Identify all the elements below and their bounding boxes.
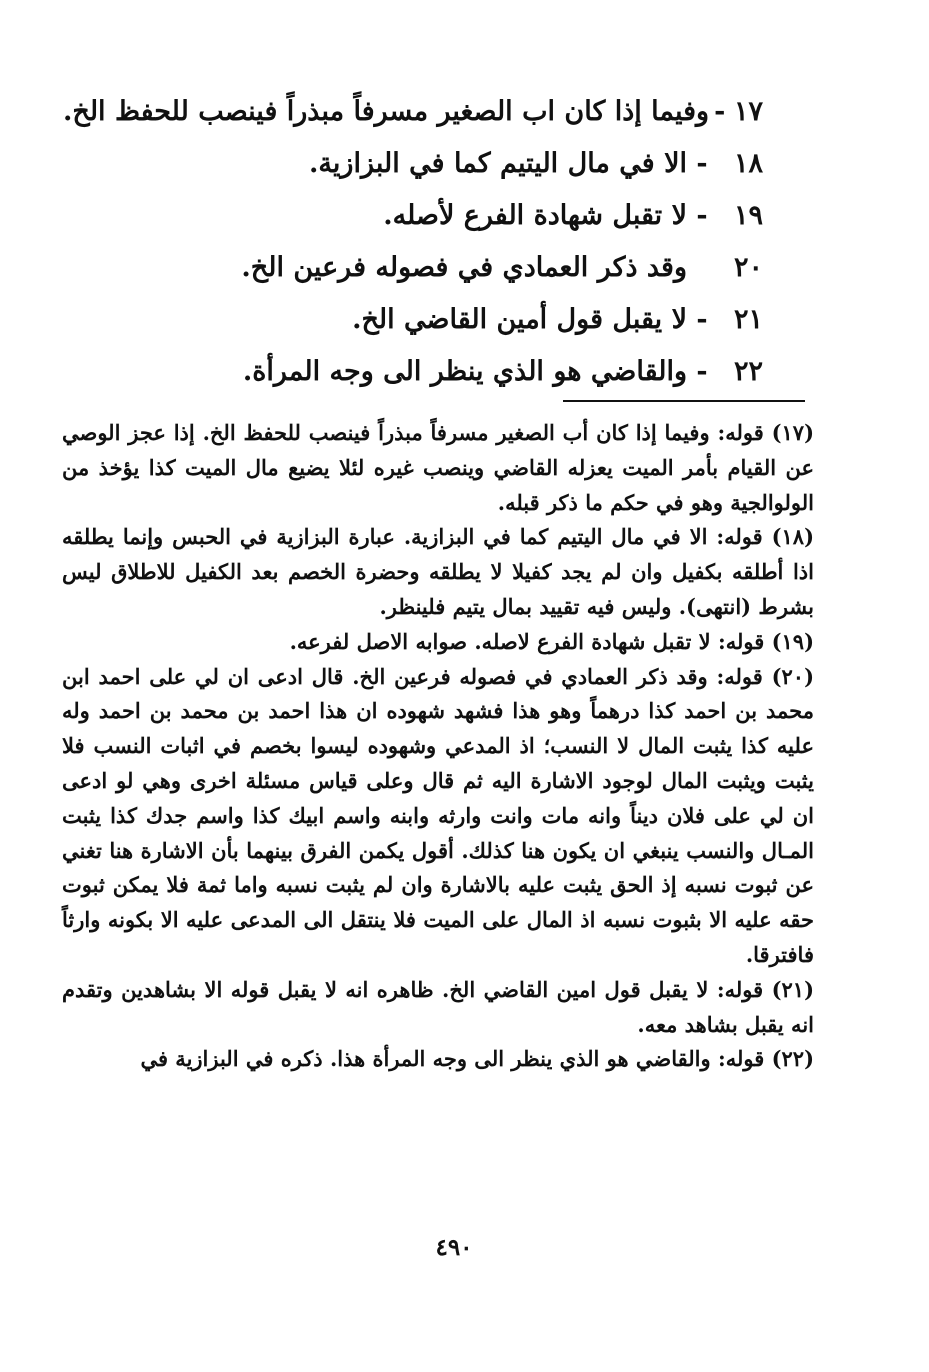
main-entry <box>63 242 763 294</box>
entry-text: لا تقبل شهادة الفرع لأصله. <box>383 200 687 231</box>
footnote-number: (١٩) <box>771 628 814 654</box>
entry-number: ٢٠ <box>733 252 763 283</box>
footnote <box>62 1042 814 1077</box>
entry-dash: - <box>714 96 726 127</box>
entry-number: ١٨ <box>733 148 763 179</box>
footnote-text: لا تقبل شهادة الفرع لاصله. صوابه الاصل لفرعه. <box>289 628 711 654</box>
entry-number: ٢١ <box>733 304 763 335</box>
footnote-text: وفيما إذا كان أب الصغير مسرفاً مبذراً فينصب للحفظ الخ. إذا عجز الوصي عن القيام بأمر الميت يعزله القاضي وينصب غيره لئلا يضيع مال الميت كذا يؤخذ من الولوالجية وهو في حكم ما ذكر قبله. <box>62 420 814 515</box>
footnote <box>62 973 814 1043</box>
main-entry <box>63 346 763 398</box>
entry-dash: - <box>696 356 708 387</box>
main-entry <box>63 138 763 190</box>
footnote <box>62 416 814 520</box>
footnote-label: قوله: <box>716 976 764 1002</box>
footnote-number: (٢٢) <box>771 1046 814 1072</box>
footnotes <box>62 416 814 1077</box>
entry-dash: - <box>696 200 708 231</box>
footnote-label: قوله: <box>717 1046 765 1072</box>
main-text-list <box>63 86 763 398</box>
footnote-number: (٢١) <box>771 976 815 1002</box>
footnote-label: قوله: <box>717 420 764 445</box>
entry-text: الا في مال اليتيم كما في البزازية. <box>309 148 687 179</box>
entry-dash: - <box>696 148 708 179</box>
footnote-number: (١٨) <box>771 524 815 550</box>
footnote <box>62 660 814 973</box>
footnote-text: الا في مال اليتيم كما في البزازية. عبارة البزازية في الحبس وإنما يطلقه اذا أطلقه بكفيل وان لم يجد كفيلا لا يطلقه وحضرة الخصم بعد الكفيل للاطلاق ليس بشرط (انتهى). وليس فيه تقييد بمال يتيم فلينظر. <box>62 524 814 619</box>
entry-number: ١٧ <box>733 96 763 127</box>
footnote-divider <box>563 400 805 402</box>
entry-number: ١٩ <box>733 200 763 231</box>
footnote-text: والقاضي هو الذي ينظر الى وجه المرأة هذا. ذكره في البزازية في <box>140 1046 711 1072</box>
entry-dash: - <box>696 304 708 335</box>
footnote-label: قوله: <box>716 524 763 550</box>
entry-text: وقد ذكر العمادي في فصوله فرعين الخ. <box>241 252 687 283</box>
footnote <box>62 625 814 660</box>
main-entry <box>63 86 763 138</box>
footnote-number: (١٧) <box>771 420 815 445</box>
footnote-label: قوله: <box>716 663 763 689</box>
main-entry <box>63 190 763 242</box>
footnote-text: لا يقبل قول امين القاضي الخ. ظاهره انه لا يقبل قوله الا بشاهدين وتقدم انه يقبل بشاهد معه. <box>62 976 814 1037</box>
entry-text: وفيما إذا كان اب الصغير مسرفاً مبذراً فينصب للحفظ الخ. <box>63 96 710 127</box>
footnote-label: قوله: <box>717 628 765 654</box>
entry-number: ٢٢ <box>733 356 763 387</box>
footnote <box>62 520 814 624</box>
page-number: ٤٩٠ <box>435 1234 473 1261</box>
entry-text: لا يقبل قول أمين القاضي الخ. <box>352 304 687 335</box>
main-entry <box>63 294 763 346</box>
entry-text: والقاضي هو الذي ينظر الى وجه المرأة. <box>242 356 687 387</box>
footnote-text: وقد ذكر العمادي في فصوله فرعين الخ. قال ادعى ان لي على احمد ابن محمد بن احمد كذا درهماً وهو هذا فشهد شهوده ان هذا احمد بن محمد بن احمد وله عليه كذا يثبت المال لا النسب؛ اذ المدعي وشهوده ليسوا بخصم في اثبات النسب فلا يثبت ويثبت المال لوجود الاشارة اليه ثم قال وعلى قياس مسئلة اخرى وهي لو ادعى ان لي على فلان ديناً وانه مات وانت وارثه وابنه واسم ابيك كذا واسم جدك كذا يثبت المـال والنسب ينبغي ان يكون هنا كذلك. أقول يكمن الفرق بينهما بأن الاشارة هنا تغني عن ثبوت نسبه إذ الحق يثبت عليه بالاشارة وان لم يثبت نسبه واما ثمة فلا يمكن ثبوت حقه عليه الا بثبوت نسبه اذ المال على الميت فلا ينتقل الى المدعى عليه الا بكونه وارثاً فافترقا. <box>62 663 814 967</box>
footnote-number: (٢٠) <box>771 663 815 689</box>
